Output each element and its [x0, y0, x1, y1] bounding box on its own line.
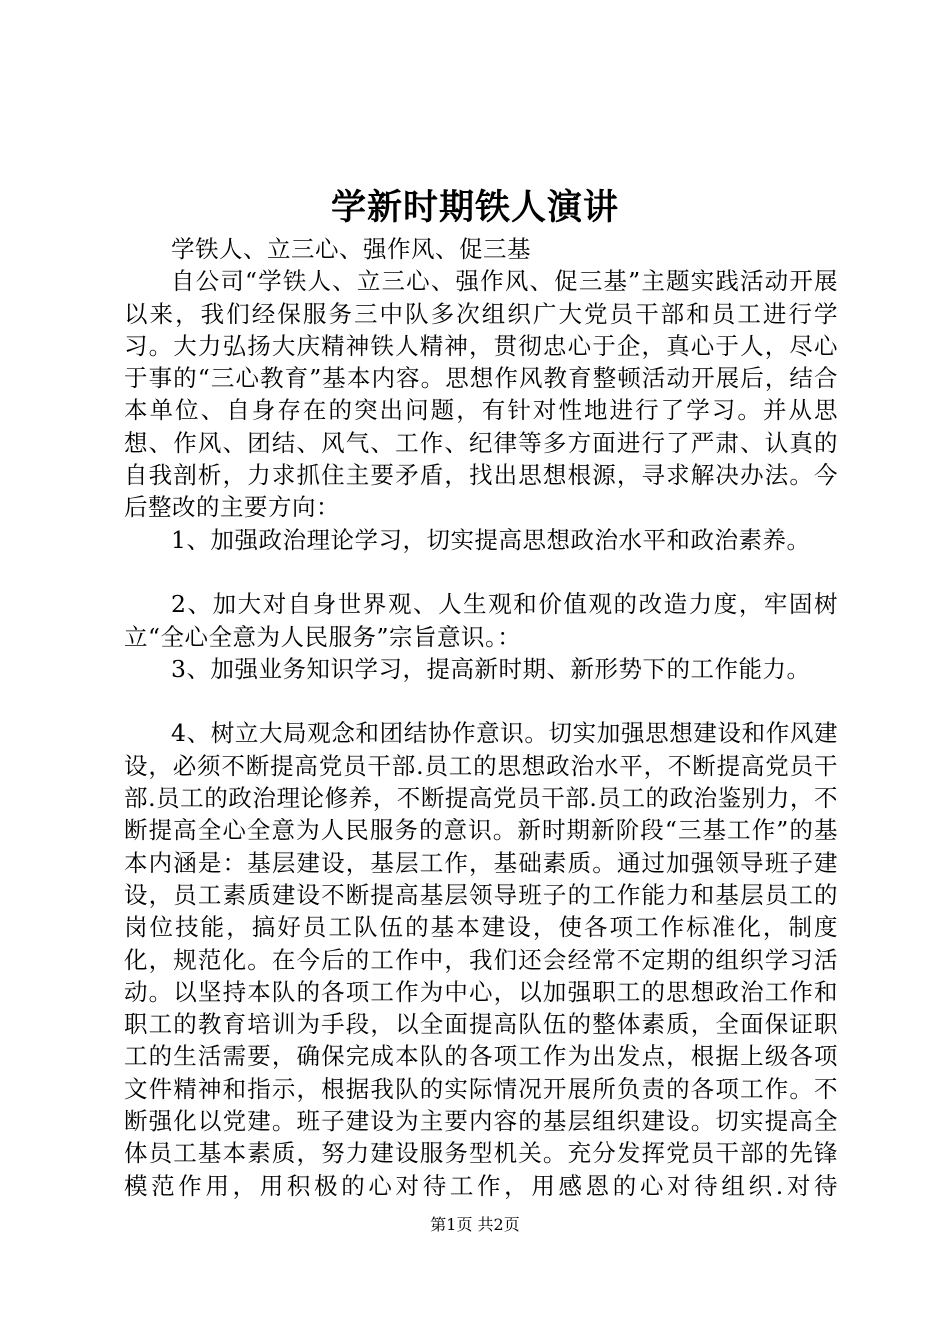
paragraph-intro: 自公司“学铁人、立三心、强作风、促三基”主题实践活动开展以来，我们经保服务三中队多次组织广大党员干部和员工进行学习。大力弘扬大庆精神铁人精神，贯彻忠心于企，真心于人，尽心于事的“三心教育”基本内容。思想作风教育整顿活动开展后，结合本单位、自身存在的突出问题，有针对性地进行了学习。并从思想、作风、团结、风气、工作、纪律等多方面进行了严肃、认真的自我剖析，力求抓住主要矛盾，找出思想根源，寻求解决办法。今后整改的主要方向：: [124, 267, 838, 522]
paragraph-subtitle: 学铁人、立三心、强作风、促三基: [171, 235, 531, 263]
paragraph-item-4: 4、树立大局观念和团结协作意识。切实加强思想建设和作风建设，必须不断提高党员干部.员工的思想政治水平，不断提高党员干部.员工的政治理论修养，不断提高党员干部.员工的政治鉴别力，不断提高全心全意为人民服务的意识。新时期新阶段“三基工作”的基本内涵是：基层建设，基层工作，基础素质。通过加强领导班子建设，员工素质建设不断提高基层领导班子的工作能力和基层员工的岗位技能，搞好员工队伍的基本建设，使各项工作标准化，制度化，规范化。在今后的工作中，我们还会经常不定期的组织学习活动。以坚持本队的各项工作为中心，以加强职工的思想政治工作和职工的教育培训为手段，以全面提高队伍的整体素质，全面保证职工的生活需要，确保完成本队的各项工作为出发点，根据上级各项文件精神和指示，根据我队的实际情况开展所负责的各项工作。不断强化以党建。班子建设为主要内容的基层组织建设。切实提高全体员工基本素质，努力建设服务型机关。充分发挥党员干部的先锋模范作用，用积极的心对待工作，用感恩的心对待组织.对待: [124, 719, 838, 1200]
document-title: 学新时期铁人演讲: [330, 187, 619, 228]
document-body: [124, 233, 838, 1202]
paragraph-item-2: 2、加大对自身世界观、人生观和价值观的改造力度，牢固树立“全心全意为人民服务”宗旨意识。：: [124, 590, 838, 651]
paragraph-item-3: 3、加强业务知识学习，提高新时期、新形势下的工作能力。: [171, 654, 811, 683]
paragraph-item-1: 1、加强政治理论学习，切实提高思想政治水平和政治素养。: [171, 525, 811, 554]
page-footer: 第1页 共2页: [430, 1215, 520, 1234]
